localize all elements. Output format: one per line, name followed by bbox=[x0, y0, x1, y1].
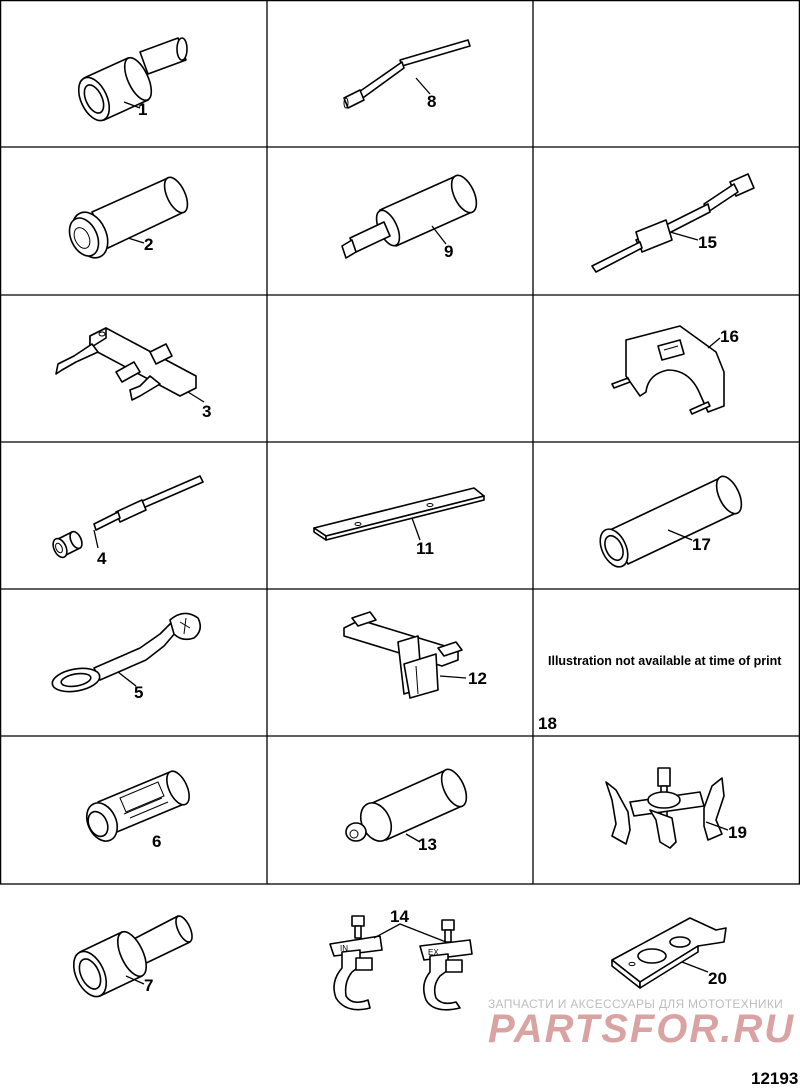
flat-bar-icon bbox=[314, 488, 484, 540]
bolt-sleeve-icon bbox=[67, 914, 195, 1002]
slide-hammer-probe-icon bbox=[592, 174, 754, 272]
tool-4 bbox=[50, 476, 203, 568]
intake-tag: IN bbox=[340, 944, 348, 953]
tool-number: 2 bbox=[144, 235, 154, 254]
tool-number: 5 bbox=[134, 683, 144, 702]
tool-19 bbox=[606, 768, 747, 848]
exhaust-tag: EX bbox=[428, 948, 439, 957]
tool-number: 16 bbox=[720, 327, 739, 346]
tool-6 bbox=[81, 768, 194, 851]
cross-bar-holder-icon bbox=[344, 612, 462, 698]
watermark-logo: PARTSFOR.RU bbox=[488, 1007, 796, 1051]
tool-13 bbox=[346, 766, 472, 854]
watermark-tagline: ЗАПЧАСТИ И АКСЕССУАРЫ ДЛЯ МОТОТЕХНИКИ bbox=[488, 997, 784, 1011]
tool-11 bbox=[314, 488, 484, 558]
tool-8 bbox=[344, 40, 470, 111]
threaded-rod-and-sleeve-icon bbox=[50, 476, 203, 560]
threaded-shaft-icon bbox=[344, 40, 470, 108]
tool-number: 11 bbox=[416, 539, 434, 558]
not-available-note: Illustration not available at time of print bbox=[548, 654, 782, 668]
valve-spring-clamps-icon bbox=[330, 916, 472, 1010]
tool-number: 7 bbox=[144, 976, 154, 995]
tool-5 bbox=[50, 613, 200, 702]
flywheel-holder-icon bbox=[612, 326, 724, 414]
pilot-driver-icon bbox=[342, 172, 482, 258]
tool-17 bbox=[595, 473, 747, 572]
tool-number: 6 bbox=[152, 832, 162, 851]
tool-number: 20 bbox=[708, 969, 727, 988]
puller-plate-icon bbox=[56, 328, 196, 400]
offset-wrench-icon bbox=[50, 613, 200, 695]
tool-number: 18 bbox=[538, 714, 557, 733]
tool-number: 4 bbox=[97, 549, 107, 568]
tool-number: 8 bbox=[427, 92, 437, 111]
tool-20 bbox=[612, 918, 727, 988]
tool-number: 12 bbox=[468, 669, 487, 688]
tool-number: 17 bbox=[692, 535, 711, 554]
tool-number: 3 bbox=[202, 402, 212, 421]
tool-number: 13 bbox=[418, 835, 437, 854]
tool-7 bbox=[67, 914, 195, 1002]
tool-number: 1 bbox=[138, 100, 148, 119]
tool-3 bbox=[56, 328, 211, 421]
tool-number: 19 bbox=[728, 823, 747, 842]
tool-1 bbox=[72, 38, 187, 125]
tool-9 bbox=[342, 172, 482, 261]
figure-id: 12193 bbox=[751, 1069, 799, 1088]
tool-number: 9 bbox=[444, 242, 454, 261]
tool-14 bbox=[330, 907, 472, 1010]
knurled-driver-icon bbox=[346, 766, 472, 846]
knurled-tube-icon bbox=[595, 473, 747, 572]
tool-number: 15 bbox=[698, 233, 717, 252]
watermark bbox=[488, 997, 795, 1051]
tool-15 bbox=[592, 174, 754, 272]
stepped-sleeve-icon bbox=[72, 38, 187, 125]
slotted-cage-icon bbox=[81, 768, 194, 846]
tool-12 bbox=[344, 612, 487, 698]
knurled-installer-icon bbox=[64, 174, 192, 264]
three-jaw-puller-icon bbox=[606, 768, 724, 848]
tool-16 bbox=[612, 326, 739, 414]
tool-number: 14 bbox=[390, 907, 409, 926]
tool-18 bbox=[538, 654, 782, 733]
tool-2 bbox=[64, 174, 192, 264]
